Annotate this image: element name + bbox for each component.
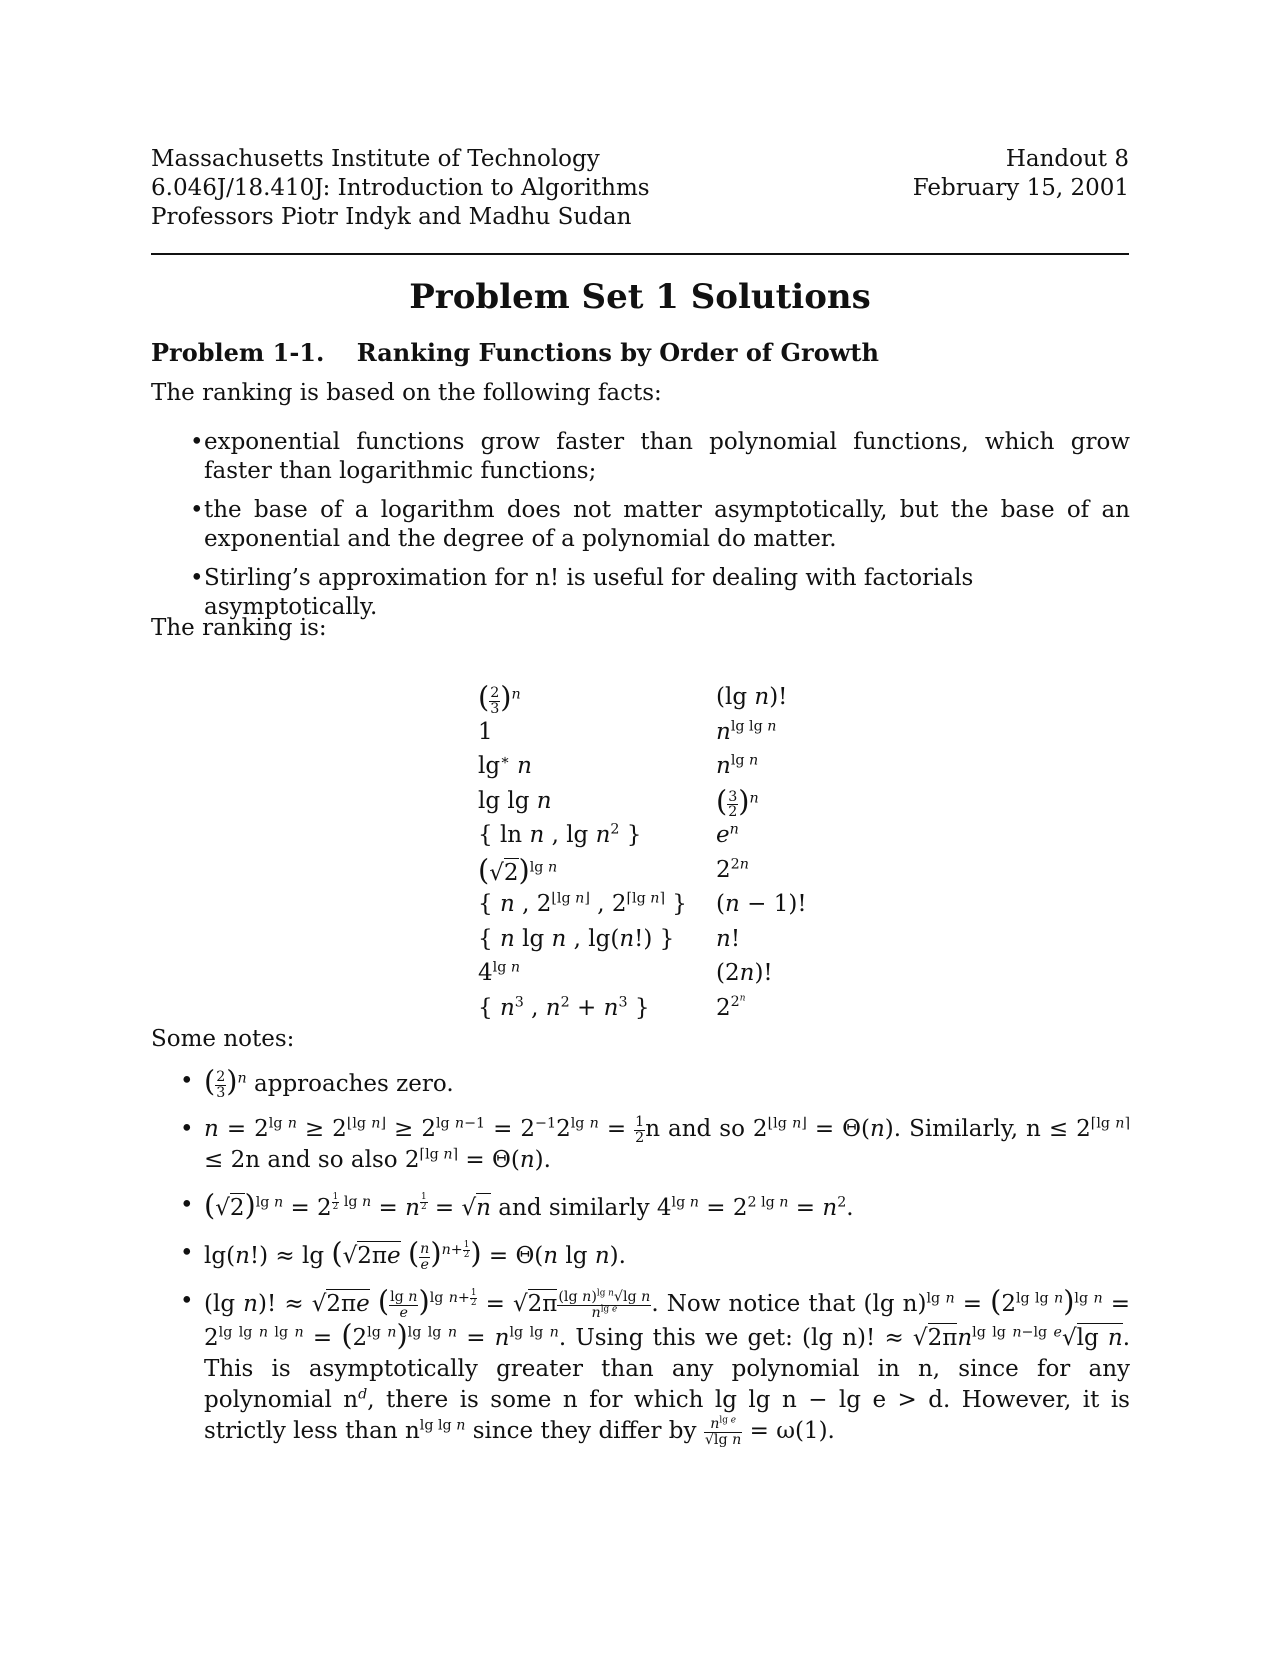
ranking-item: (n − 1)! [716,891,807,917]
list-item: • $n = 2^{lg n} \ge 2^{⌊lg n⌋} \ge 2^{lg n-1} = 2^{-1}2^{lg n}$ = $\frac{1}{2}$ n and so $2^{⌊lg n⌋} = \Theta(n)$. Similarly, $n \le 2^{⌈lg n⌉} \le 2n$ and so also $2^{⌈lg n⌉} = \Theta(n)$. [180,1114,1131,1173]
list-item: • ( $\frac{2}{3}$ )$^n$ approaches zero. [180,1064,454,1101]
ranking-column-left [478,680,687,1025]
notes-list [180,1066,1130,1461]
ranking-label: The ranking is: [151,615,327,641]
ranking-item: (2n)! [716,960,773,986]
ranking-item: { n , $2^{⌊lg n⌋}$ , $2^{⌈lg n⌉}$ } [478,890,687,917]
list-item: • the base of a logarithm does not matter asymptotically, but the base of an exponential and the degree of a polynomial do matter. [190,497,1130,552]
ranking-item: $e^n$ [716,821,739,848]
ranking-item: $n^{lg n}$ [716,752,759,779]
ranking-item: $4^{lg n}$ [478,959,521,986]
ranking-column-right [716,680,807,1025]
ranking-item: $2^{2^n}$ [716,993,746,1021]
ranking-item: (lg n)! [716,684,788,710]
ranking-item: { $n^3$ , $n^2 + n^3$ } [478,993,650,1021]
header-left [151,145,650,232]
list-item: • $(√2)^{lg n} = 2$ $^{\frac{1}{2} lg n}$ = n $^{\frac{1}{2}}$ = √n and similarly $4^{lg n} = 2^{2 lg n} = n^2$. [180,1188,854,1222]
ranking-item: $(√2)^{lg n}$ [478,852,558,887]
list-item: • (lg n)! ≈ √2πe ( $\frac{\text{lg n}}{e}$ )$^{lg n+ \frac{1}{2}}$ = √2π $\frac{(\lg n)^{lg n}√\lg n}{n^{lg e}}$ . Now notice that (lg $n)^{lg n} = (2^{lg lg n})^{lg n} = 2^{lg lg n lg n} = (2^{lg n})^{lg lg n} = n^{lg lg n}$. Using this we get: (lg n)! ≈ $√2\pi n^{lg lg n-lg e}√\lg$ n. This is asymptotically greater than any polynomial in n, since for any polynomial $n^d$, there is some n for which lg lg n − lg e > d. However, it is strictly less than $n^{lg lg n}$ since they differ by $\frac{n^{lg e}}{\text{√lg n}}$ = ω(1). [180,1284,1131,1448]
ranking-item: { n lg n , lg(n!) } [478,925,675,952]
header-right [913,145,1129,203]
course-name: 6.046J/18.410J: Introduction to Algorithms [151,175,650,201]
ranking-item: ( $\frac{2}{3}$ )$^n$ [478,680,521,717]
institution: Massachusetts Institute of Technology [151,146,600,172]
list-item: • Stirling’s approximation for n! is useful for dealing with factorials asymptotically. [190,565,974,620]
handout-number: Handout 8 [1005,146,1129,172]
page-title: Problem Set 1 Solutions [409,277,871,317]
header-rule [151,253,1129,255]
professors: Professors Piotr Indyk and Madhu Sudan [151,204,632,230]
ranking-item: ( $\frac{3}{2}$ )$^n$ [716,783,759,820]
ranking-item: lg∗ n [478,752,532,779]
ranking-item: lg lg n [478,787,552,814]
intro-text: The ranking is based on the following facts: [151,380,662,406]
ranking-item: $n^{lg lg n}$ [716,717,777,745]
problem-name: Ranking Functions by Order of Growth [356,338,879,367]
notes-label: Some notes: [151,1026,295,1052]
ranking-item: $2^{2n}$ [716,855,749,883]
handout-date: February 15, 2001 [912,175,1129,201]
list-item: • lg(n!) ≈ lg (√2πe ( $\frac{n}{e}$ )$^{n+ \frac{1}{2}}$ ) = Θ(n lg n). [180,1236,626,1273]
problem-number: Problem 1-1. [151,338,325,367]
problem-heading [151,338,879,367]
facts-list [190,428,1130,632]
ranking-item: n! [716,925,741,952]
list-item: • exponential functions grow faster than polynomial functions, which grow faster than logarithmic functions; [190,429,1130,484]
ranking-item: 1 [478,718,493,745]
ranking-item: { ln n , $\lg n^2$ } [478,821,642,848]
